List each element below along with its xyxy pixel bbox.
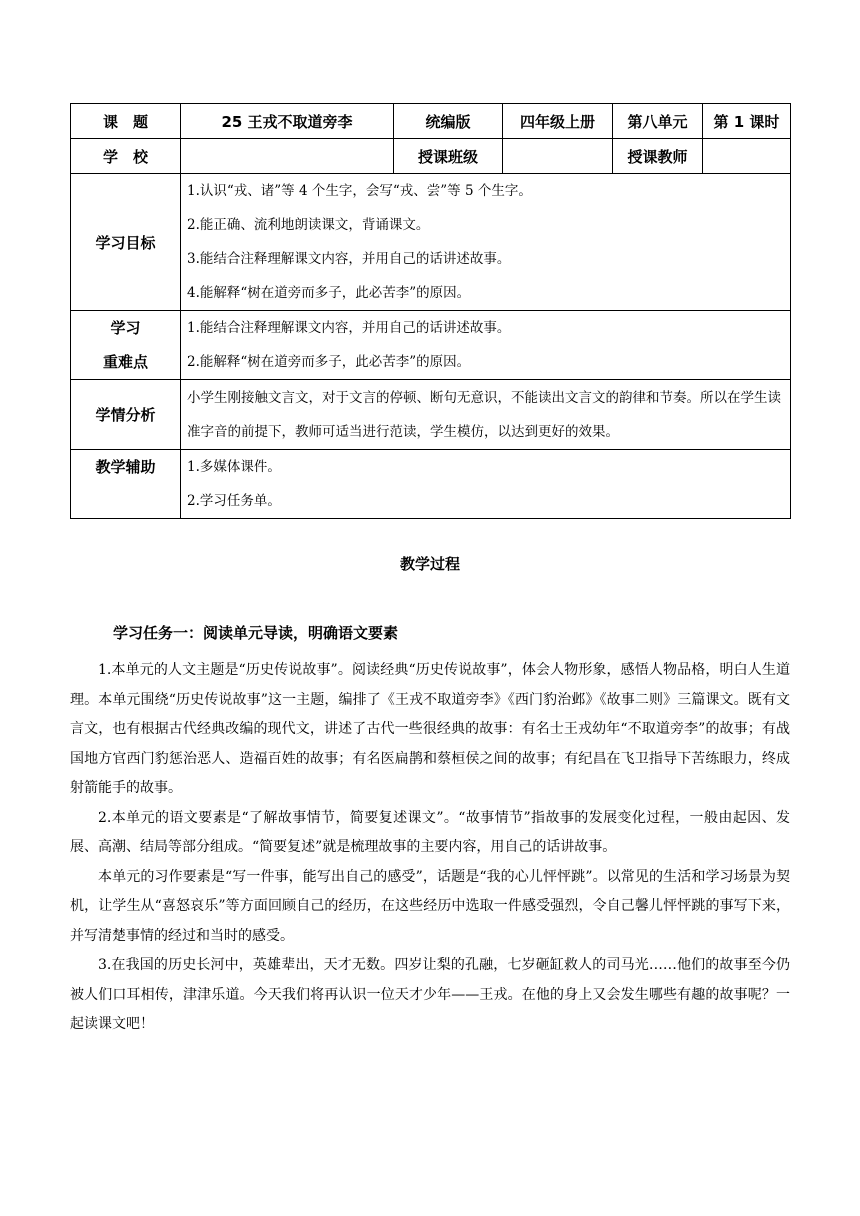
objectives-label: 学习目标 bbox=[71, 174, 181, 311]
class-label: 授课班级 bbox=[394, 139, 503, 174]
aids-label: 教学辅助 bbox=[71, 450, 181, 519]
analysis-label: 学情分析 bbox=[71, 380, 181, 450]
objective-item: 1.认识“戎、诸”等 4 个生字，会写“戎、尝”等 5 个生字。 bbox=[187, 183, 532, 199]
aid-item: 2.学习任务单。 bbox=[187, 493, 281, 509]
paragraph: 3.在我国的历史长河中，英雄辈出，天才无数。四岁让梨的孔融，七岁砸缸救人的司马光……他们的故事至今仍被人们口耳相传，津津乐道。今天我们将再认识一位天才少年——王戎。在他的身上又会发生哪些有趣的故事呢？一起读课文吧！ bbox=[70, 957, 790, 1032]
topic-label: 课 题 bbox=[71, 104, 181, 139]
header-row bbox=[71, 104, 791, 139]
paragraph: 1.本单元的人文主题是“历史传说故事”。阅读经典“历史传说故事”，体会人物形象，感悟人物品格，明白人生道理。本单元围绕“历史传说故事”这一主题，编排了《王戎不取道旁李》《西门豹治邺》《故事二则》三篇课文。既有文言文，也有根据古代经典改编的现代文，讲述了古代一些很经典的故事：有名士王戎幼年“不取道旁李”的故事；有战国地方官西门豹惩治恶人、造福百姓的故事；有名医扁鹊和蔡桓侯之间的故事；有纪昌在飞卫指导下苦练眼力，终成射箭能手的故事。 bbox=[70, 662, 790, 796]
key-point-item: 2.能解释“树在道旁而多子，此必苦李”的原因。 bbox=[187, 354, 471, 370]
task-title: 学习任务一：阅读单元导读，明确语文要素 bbox=[113, 624, 399, 642]
key-points-label-line2: 重难点 bbox=[102, 353, 148, 371]
key-points-content bbox=[181, 311, 791, 380]
lesson-title: 25 王戎不取道旁李 bbox=[181, 104, 394, 139]
key-point-item: 1.能结合注释理解课文内容，并用自己的话讲述故事。 bbox=[187, 320, 511, 336]
key-points-label-line1: 学习 bbox=[110, 319, 141, 337]
teacher-label: 授课教师 bbox=[613, 139, 703, 174]
class-value bbox=[503, 139, 613, 174]
analysis-text: 小学生刚接触文言文，对于文言的停顿、断句无意识，不能读出文言文的韵律和节奏。所以在学生读准字音的前提下，教师可适当进行范读，学生模仿，以达到更好的效果。 bbox=[187, 389, 781, 440]
aids-row bbox=[71, 450, 791, 519]
edition: 统编版 bbox=[394, 104, 503, 139]
key-points-label bbox=[71, 311, 181, 380]
objective-item: 3.能结合注释理解课文内容，并用自己的话讲述故事。 bbox=[187, 251, 511, 267]
objectives-content bbox=[181, 174, 791, 311]
school-row bbox=[71, 139, 791, 174]
unit: 第八单元 bbox=[613, 104, 703, 139]
aid-item: 1.多媒体课件。 bbox=[187, 459, 281, 475]
section-title: 教学过程 bbox=[399, 555, 460, 573]
objective-item: 2.能正确、流利地朗读课文，背诵课文。 bbox=[187, 217, 430, 233]
paragraph: 本单元的习作要素是“写一件事，能写出自己的感受”，话题是“我的心儿怦怦跳”。以常见的生活和学习场景为契机，让学生从“喜怒哀乐”等方面回顾自己的经历，在这些经历中选取一件感受强烈，令自己馨儿怦怦跳的事写下来，并写清楚事情的经过和当时的感受。 bbox=[70, 868, 790, 944]
grade: 四年级上册 bbox=[503, 104, 613, 139]
lesson-info-table bbox=[70, 103, 791, 519]
key-points-row bbox=[71, 311, 791, 380]
aids-content bbox=[181, 450, 791, 519]
period: 第 1 课时 bbox=[703, 104, 791, 139]
objectives-row bbox=[71, 174, 791, 311]
teacher-value bbox=[703, 139, 791, 174]
school-label: 学 校 bbox=[71, 139, 181, 174]
objective-item: 4.能解释“树在道旁而多子，此必苦李”的原因。 bbox=[187, 285, 471, 301]
paragraph: 2.本单元的语文要素是“了解故事情节，简要复述课文”。“故事情节”指故事的发展变化过程，一般由起因、发展、高潮、结局等部分组成。“简要复述”就是梳理故事的主要内容，用自己的话讲故事。 bbox=[70, 809, 790, 855]
body-text bbox=[70, 656, 790, 1040]
analysis-row bbox=[71, 380, 791, 450]
analysis-content bbox=[181, 380, 791, 450]
school-value bbox=[181, 139, 394, 174]
